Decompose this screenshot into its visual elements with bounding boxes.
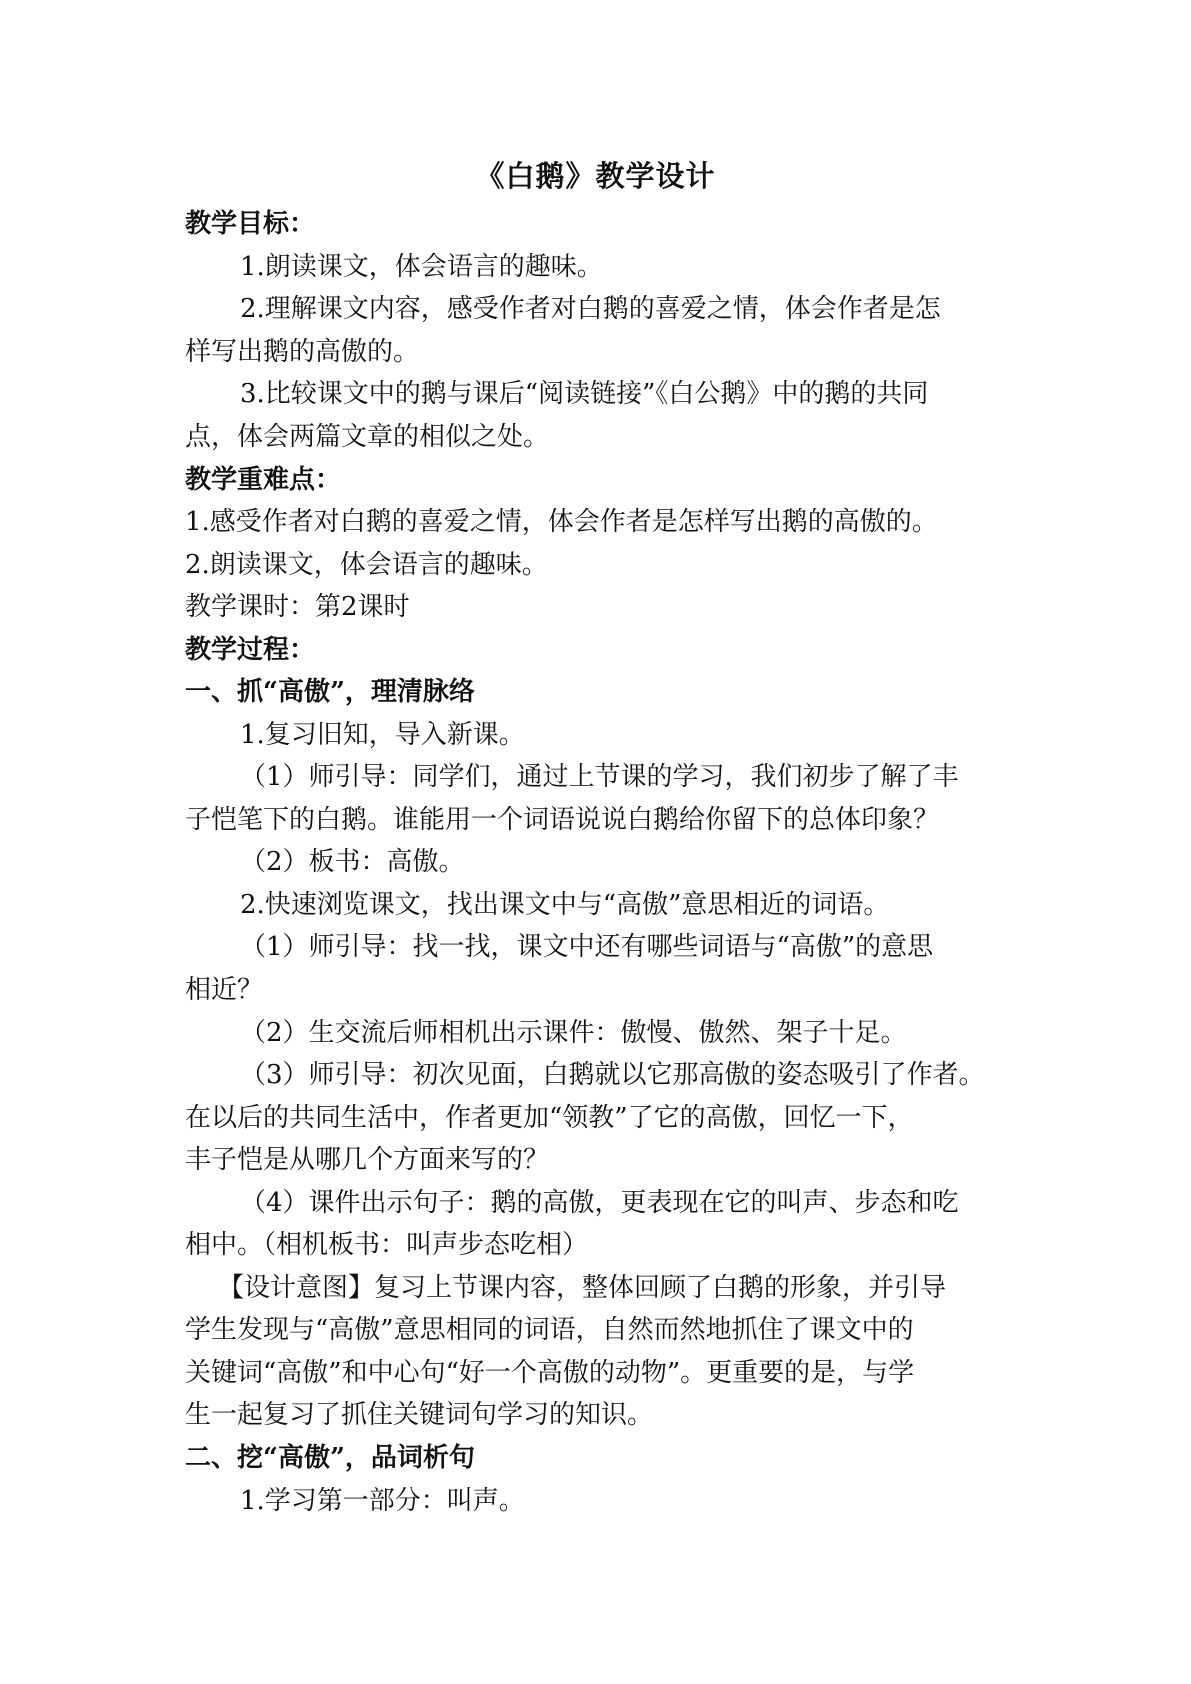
paragraph-line: 2.朗读课文，体会语言的趣味。	[185, 550, 548, 580]
paragraph-line: 学生发现与“高傲”意思相同的词语，自然而然地抓住了课文中的	[185, 1315, 914, 1345]
heading-key-points: 教学重难点：	[185, 465, 342, 495]
paragraph-line: （2）生交流后师相机出示课件：傲慢、傲然、架子十足。	[240, 1018, 907, 1048]
paragraph-line: 教学课时：第2课时	[185, 592, 410, 622]
section-heading: 一、抓“高傲”，理清脉络	[185, 677, 475, 707]
paragraph-line: 2.理解课文内容，感受作者对白鹅的喜爱之情，体会作者是怎	[240, 294, 941, 324]
design-intent-line: 【设计意图】复习上节课内容，整体回顾了白鹅的形象，并引导	[218, 1273, 947, 1303]
heading-teaching-process: 教学过程：	[185, 635, 316, 665]
paragraph-line: 1.感受作者对白鹅的喜爱之情，体会作者是怎样写出鹅的高傲的。	[185, 507, 938, 537]
paragraph-line: 2.快速浏览课文，找出课文中与“高傲”意思相近的词语。	[240, 890, 890, 920]
paragraph-line: （1）师引导：找一找，课文中还有哪些词语与“高傲”的意思	[240, 932, 934, 962]
paragraph-line: 相近？	[185, 975, 264, 1005]
paragraph-line: 在以后的共同生活中，作者更加“领教”了它的高傲，回忆一下，	[185, 1103, 914, 1133]
paragraph-line: 1.复习旧知，导入新课。	[240, 720, 525, 750]
paragraph-line: 丰子恺是从哪几个方面来写的？	[185, 1145, 550, 1175]
paragraph-line: （1）师引导：同学们，通过上节课的学习，我们初步了解了丰	[240, 762, 959, 792]
paragraph-line: （2）板书：高傲。	[240, 847, 465, 877]
paragraph-line: 相中。（相机板书：叫声步态吃相）	[185, 1230, 589, 1260]
heading-teaching-goals: 教学目标：	[185, 209, 316, 239]
paragraph-line: 样写出鹅的高傲的。	[185, 337, 420, 367]
paragraph-line: 1.学习第一部分：叫声。	[240, 1486, 525, 1516]
paragraph-line: 1.朗读课文，体会语言的趣味。	[240, 252, 603, 282]
paragraph-line: 3.比较课文中的鹅与课后“阅读链接”《白公鹅》中的鹅的共同	[240, 379, 929, 409]
document-title: 《白鹅》教学设计	[475, 159, 716, 193]
paragraph-line: 生一起复习了抓住关键词句学习的知识。	[185, 1400, 654, 1430]
paragraph-line: （3）师引导：初次见面，白鹅就以它那高傲的姿态吸引了作者。	[240, 1060, 985, 1090]
paragraph-line: 子恺笔下的白鹅。谁能用一个词语说说白鹅给你留下的总体印象？	[185, 805, 940, 835]
paragraph-line: （4）课件出示句子：鹅的高傲，更表现在它的叫声、步态和吃	[240, 1188, 959, 1218]
paragraph-line: 关键词“高傲”和中心句“好一个高傲的动物”。更重要的是，与学	[185, 1358, 915, 1388]
section-heading: 二、挖“高傲”，品词析句	[185, 1443, 475, 1473]
paragraph-line: 点，体会两篇文章的相似之处。	[185, 422, 550, 452]
